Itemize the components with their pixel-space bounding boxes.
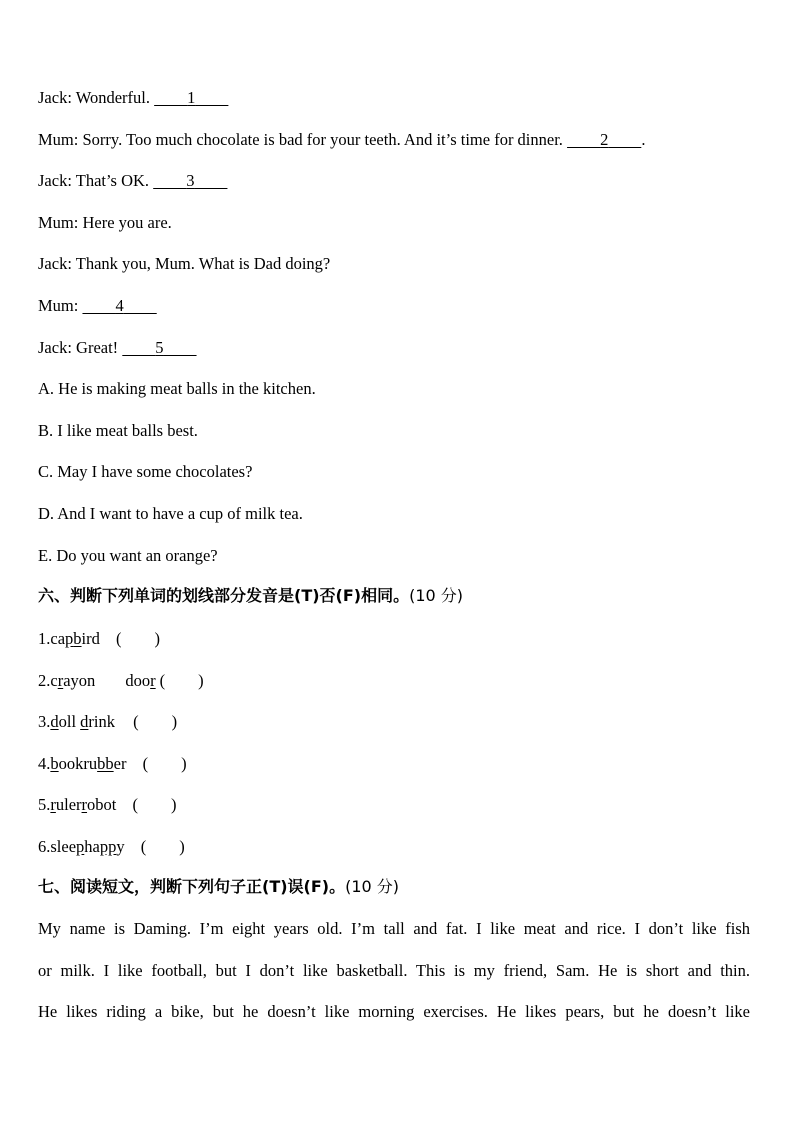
- section-7-title: 七、阅读短文，判断下列句子正(T)误(F)。(10 分): [38, 877, 400, 896]
- dialogue-text: Great!: [76, 338, 119, 357]
- dialogue-line-2: Mum: Sorry. Too much chocolate is bad for your teeth. And it’s time for dinner. 2 .: [38, 130, 646, 149]
- answer-paren[interactable]: ( ): [159, 671, 204, 690]
- answer-paren[interactable]: ( ): [133, 712, 178, 731]
- dialogue-text: That’s OK.: [75, 171, 150, 190]
- section-7-score: (10 分): [345, 877, 400, 896]
- dialogue-line-6: [38, 296, 157, 316]
- dialogue-text: Thank you, Mum. What is Dad doing?: [75, 254, 331, 273]
- passage-line: or milk. I like football, but I don’t like basketball. This is my friend, Sam. He is short and thin.: [38, 960, 750, 980]
- dialogue-text: Wonderful.: [75, 88, 151, 107]
- phonics-item-3: 3.doll drink ( ): [38, 712, 178, 731]
- answer-blank-1[interactable]: 1: [187, 88, 196, 107]
- phonics-item-6: 6.sleephappy ( ): [38, 837, 185, 856]
- speaker: Jack:: [38, 88, 72, 107]
- option-b: B. I like meat balls best.: [38, 421, 198, 440]
- speaker: Jack:: [38, 338, 72, 357]
- answer-blank-2[interactable]: 2: [600, 130, 609, 149]
- section-6-title: 六、判断下列单词的划线部分发音是(T)否(F)相同。(10 分): [38, 586, 464, 605]
- dialogue-text: Sorry. Too much chocolate is bad for your teeth. And it’s time for dinner.: [82, 130, 563, 149]
- answer-paren[interactable]: ( ): [142, 754, 187, 773]
- phonics-item-5: 5.rulerrobot ( ): [38, 795, 177, 814]
- dialogue-line-7: [38, 338, 197, 358]
- reading-passage: [38, 908, 750, 1033]
- answer-blank-3[interactable]: 3: [186, 171, 195, 190]
- dialogue-line-4: [38, 213, 172, 233]
- speaker: Mum:: [38, 213, 79, 232]
- answer-paren[interactable]: ( ): [132, 795, 177, 814]
- dialogue-line-1: [38, 88, 228, 108]
- answer-paren[interactable]: ( ): [116, 629, 160, 648]
- answer-blank-5[interactable]: 5: [155, 338, 164, 357]
- phonics-item-4: 4.bookrubber ( ): [38, 754, 187, 773]
- speaker: Mum:: [38, 296, 79, 315]
- answer-blank-4[interactable]: 4: [115, 296, 124, 315]
- speaker: Jack:: [38, 171, 72, 190]
- dialogue-line-5: [38, 254, 330, 274]
- dialogue-text: Here you are.: [82, 213, 172, 232]
- speaker: Mum:: [38, 130, 79, 149]
- option-e: E. Do you want an orange?: [38, 546, 218, 565]
- option-d: D. And I want to have a cup of milk tea.: [38, 504, 303, 523]
- passage-line: My name is Daming. I’m eight years old. I’m tall and fat. I like meat and rice. I don’t like fish: [38, 919, 750, 938]
- answer-paren[interactable]: ( ): [140, 837, 185, 856]
- passage-line: He likes riding a bike, but he doesn’t like morning exercises. He likes pears, but he doesn’t like: [38, 1002, 750, 1021]
- option-c: C. May I have some chocolates?: [38, 462, 253, 481]
- phonics-item-2: 2.crayon door ( ): [38, 671, 204, 690]
- section-6-score: (10 分): [409, 586, 464, 605]
- option-a: A. He is making meat balls in the kitchen.: [38, 379, 316, 398]
- phonics-item-1: 1.capbird ( ): [38, 629, 160, 648]
- dialogue-line-3: [38, 171, 227, 191]
- speaker: Jack:: [38, 254, 72, 273]
